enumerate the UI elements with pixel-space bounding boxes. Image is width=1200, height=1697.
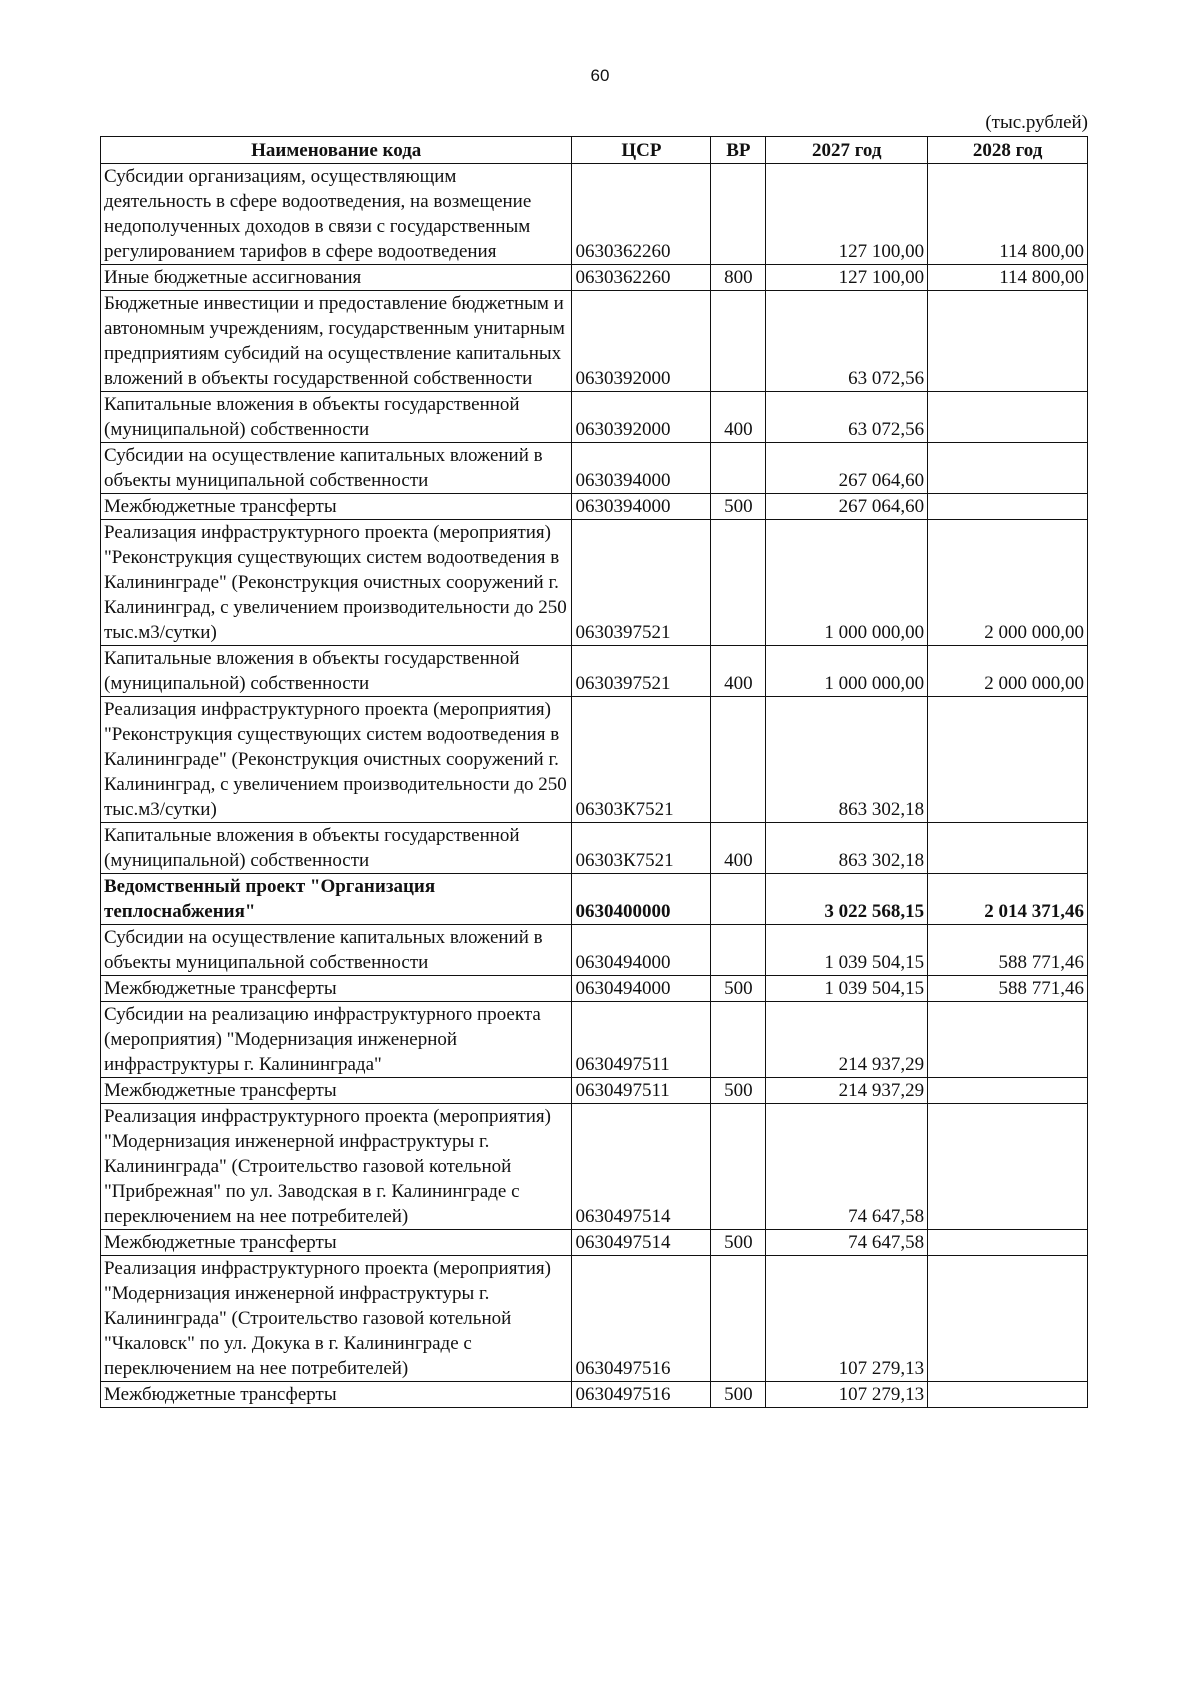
row-name-cell: Межбюджетные трансферты bbox=[101, 1382, 572, 1408]
row-name-cell: Межбюджетные трансферты bbox=[101, 1078, 572, 1104]
row-2028-cell bbox=[928, 1256, 1088, 1382]
row-csr-cell: 0630494000 bbox=[572, 925, 711, 976]
header-name: Наименование кода bbox=[101, 137, 572, 164]
row-2027-cell: 1 039 504,15 bbox=[766, 925, 928, 976]
row-2028-cell bbox=[928, 697, 1088, 823]
table-row bbox=[101, 697, 1088, 823]
header-2028: 2028 год bbox=[928, 137, 1088, 164]
row-name-cell: Капитальные вложения в объекты государственной (муниципальной) собственности bbox=[101, 823, 572, 874]
row-2027-cell: 63 072,56 bbox=[766, 392, 928, 443]
row-2027-cell: 863 302,18 bbox=[766, 823, 928, 874]
row-2027-cell: 214 937,29 bbox=[766, 1002, 928, 1078]
row-vr-cell: 500 bbox=[711, 494, 766, 520]
row-2027-cell: 3 022 568,15 bbox=[766, 874, 928, 925]
table-row bbox=[101, 265, 1088, 291]
row-2027-cell: 127 100,00 bbox=[766, 164, 928, 265]
row-2027-cell: 863 302,18 bbox=[766, 697, 928, 823]
row-vr-cell: 400 bbox=[711, 646, 766, 697]
row-2027-cell: 1 000 000,00 bbox=[766, 520, 928, 646]
header-csr: ЦСР bbox=[572, 137, 711, 164]
row-2027-cell: 127 100,00 bbox=[766, 265, 928, 291]
row-name-cell: Субсидии на реализацию инфраструктурного проекта (мероприятия) "Модернизация инженерной инфраструктуры г. Калининграда" bbox=[101, 1002, 572, 1078]
row-csr-cell: 0630497516 bbox=[572, 1256, 711, 1382]
table-row bbox=[101, 520, 1088, 646]
row-2028-cell bbox=[928, 1230, 1088, 1256]
row-name-cell: Межбюджетные трансферты bbox=[101, 976, 572, 1002]
table-row bbox=[101, 1078, 1088, 1104]
row-name-cell: Субсидии организациям, осуществляющим деятельность в сфере водоотведения, на возмещение недополученных доходов в связи с государственным регулированием тарифов в сфере водоотведения bbox=[101, 164, 572, 265]
row-2027-cell: 267 064,60 bbox=[766, 443, 928, 494]
row-vr-cell bbox=[711, 443, 766, 494]
table-row bbox=[101, 1382, 1088, 1408]
row-csr-cell: 0630362260 bbox=[572, 265, 711, 291]
row-2028-cell bbox=[928, 392, 1088, 443]
row-2027-cell: 74 647,58 bbox=[766, 1230, 928, 1256]
row-2028-cell bbox=[928, 823, 1088, 874]
table-row bbox=[101, 1256, 1088, 1382]
row-name-cell: Иные бюджетные ассигнования bbox=[101, 265, 572, 291]
row-vr-cell bbox=[711, 291, 766, 392]
table-row bbox=[101, 976, 1088, 1002]
table-row bbox=[101, 494, 1088, 520]
row-2027-cell: 107 279,13 bbox=[766, 1256, 928, 1382]
table-row bbox=[101, 443, 1088, 494]
table-row bbox=[101, 1002, 1088, 1078]
row-name-cell: Субсидии на осуществление капитальных вложений в объекты муниципальной собственности bbox=[101, 443, 572, 494]
row-2028-cell bbox=[928, 494, 1088, 520]
row-name-cell: Реализация инфраструктурного проекта (мероприятия) "Реконструкция существующих систем водоотведения в Калининграде" (Реконструкция очистных сооружений г. Калининград, с увеличением производительности до 250 тыс.м3/сутки) bbox=[101, 697, 572, 823]
row-2028-cell: 2 000 000,00 bbox=[928, 646, 1088, 697]
row-vr-cell bbox=[711, 925, 766, 976]
row-vr-cell bbox=[711, 164, 766, 265]
row-vr-cell: 400 bbox=[711, 823, 766, 874]
row-name-cell: Ведомственный проект "Организация теплоснабжения" bbox=[101, 874, 572, 925]
row-name-cell: Капитальные вложения в объекты государственной (муниципальной) собственности bbox=[101, 392, 572, 443]
table-body bbox=[101, 164, 1088, 1408]
row-vr-cell: 500 bbox=[711, 976, 766, 1002]
row-name-cell: Межбюджетные трансферты bbox=[101, 494, 572, 520]
row-2027-cell: 214 937,29 bbox=[766, 1078, 928, 1104]
row-name-cell: Бюджетные инвестиции и предоставление бюджетным и автономным учреждениям, государственным унитарным предприятиям субсидий на осуществление капитальных вложений в объекты государственной собственности bbox=[101, 291, 572, 392]
row-csr-cell: 0630497516 bbox=[572, 1382, 711, 1408]
row-vr-cell: 500 bbox=[711, 1382, 766, 1408]
row-vr-cell bbox=[711, 1104, 766, 1230]
table-row bbox=[101, 1104, 1088, 1230]
row-csr-cell: 0630397521 bbox=[572, 520, 711, 646]
row-2028-cell bbox=[928, 1382, 1088, 1408]
row-2027-cell: 1 039 504,15 bbox=[766, 976, 928, 1002]
header-2027: 2027 год bbox=[766, 137, 928, 164]
row-name-cell: Реализация инфраструктурного проекта (мероприятия) "Модернизация инженерной инфраструктуры г. Калининграда" (Строительство газовой котельной "Чкаловск" по ул. Докука в г. Калининграде с переключением на нее потребителей) bbox=[101, 1256, 572, 1382]
row-vr-cell bbox=[711, 1256, 766, 1382]
row-name-cell: Субсидии на осуществление капитальных вложений в объекты муниципальной собственности bbox=[101, 925, 572, 976]
row-csr-cell: 0630362260 bbox=[572, 164, 711, 265]
table-row bbox=[101, 291, 1088, 392]
row-csr-cell: 0630392000 bbox=[572, 392, 711, 443]
row-vr-cell: 500 bbox=[711, 1078, 766, 1104]
row-2028-cell bbox=[928, 1002, 1088, 1078]
table-row bbox=[101, 874, 1088, 925]
row-2027-cell: 267 064,60 bbox=[766, 494, 928, 520]
row-csr-cell: 0630397521 bbox=[572, 646, 711, 697]
row-2028-cell bbox=[928, 1104, 1088, 1230]
row-2027-cell: 1 000 000,00 bbox=[766, 646, 928, 697]
budget-table bbox=[100, 136, 1088, 1408]
row-2028-cell: 588 771,46 bbox=[928, 976, 1088, 1002]
row-2028-cell: 114 800,00 bbox=[928, 164, 1088, 265]
row-csr-cell: 0630497514 bbox=[572, 1230, 711, 1256]
row-name-cell: Реализация инфраструктурного проекта (мероприятия) "Модернизация инженерной инфраструктуры г. Калининграда" (Строительство газовой котельной "Прибрежная" по ул. Заводская в г. Калининграде с переключением на нее потребителей) bbox=[101, 1104, 572, 1230]
table-row bbox=[101, 392, 1088, 443]
row-name-cell: Межбюджетные трансферты bbox=[101, 1230, 572, 1256]
row-vr-cell: 400 bbox=[711, 392, 766, 443]
row-csr-cell: 0630497511 bbox=[572, 1002, 711, 1078]
row-2028-cell: 114 800,00 bbox=[928, 265, 1088, 291]
row-csr-cell: 0630497514 bbox=[572, 1104, 711, 1230]
row-2028-cell bbox=[928, 443, 1088, 494]
row-csr-cell: 06303К7521 bbox=[572, 697, 711, 823]
row-vr-cell: 500 bbox=[711, 1230, 766, 1256]
table-row bbox=[101, 646, 1088, 697]
row-name-cell: Капитальные вложения в объекты государственной (муниципальной) собственности bbox=[101, 646, 572, 697]
row-vr-cell bbox=[711, 697, 766, 823]
table-header-row bbox=[101, 137, 1088, 164]
row-2027-cell: 63 072,56 bbox=[766, 291, 928, 392]
table-row bbox=[101, 164, 1088, 265]
row-2028-cell: 588 771,46 bbox=[928, 925, 1088, 976]
row-csr-cell: 0630494000 bbox=[572, 976, 711, 1002]
row-2028-cell: 2 014 371,46 bbox=[928, 874, 1088, 925]
row-2027-cell: 74 647,58 bbox=[766, 1104, 928, 1230]
header-vr: ВР bbox=[711, 137, 766, 164]
row-csr-cell: 0630400000 bbox=[572, 874, 711, 925]
table-row bbox=[101, 925, 1088, 976]
row-vr-cell: 800 bbox=[711, 265, 766, 291]
row-csr-cell: 0630392000 bbox=[572, 291, 711, 392]
row-vr-cell bbox=[711, 1002, 766, 1078]
units-label: (тыс.рублей) bbox=[985, 112, 1088, 133]
row-csr-cell: 0630394000 bbox=[572, 443, 711, 494]
row-2028-cell bbox=[928, 291, 1088, 392]
row-csr-cell: 0630394000 bbox=[572, 494, 711, 520]
table-row bbox=[101, 1230, 1088, 1256]
row-csr-cell: 0630497511 bbox=[572, 1078, 711, 1104]
row-vr-cell bbox=[711, 520, 766, 646]
row-2027-cell: 107 279,13 bbox=[766, 1382, 928, 1408]
row-2028-cell: 2 000 000,00 bbox=[928, 520, 1088, 646]
table-row bbox=[101, 823, 1088, 874]
row-csr-cell: 06303К7521 bbox=[572, 823, 711, 874]
row-vr-cell bbox=[711, 874, 766, 925]
row-2028-cell bbox=[928, 1078, 1088, 1104]
page-number: 60 bbox=[590, 66, 610, 85]
row-name-cell: Реализация инфраструктурного проекта (мероприятия) "Реконструкция существующих систем водоотведения в Калининграде" (Реконструкция очистных сооружений г. Калининград, с увеличением производительности до 250 тыс.м3/сутки) bbox=[101, 520, 572, 646]
